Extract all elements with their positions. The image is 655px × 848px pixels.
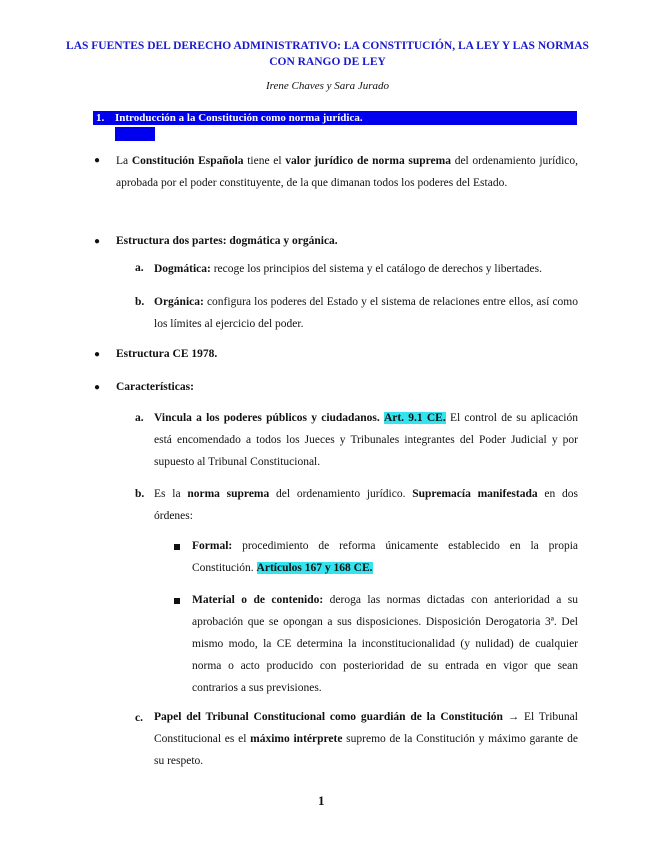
list-label: c. — [135, 712, 143, 724]
list-label: a. — [135, 412, 144, 424]
authors-line: Irene Chaves y Sara Jurado — [265, 80, 389, 92]
text: → El Tribunal Constitucional es el — [154, 711, 578, 745]
bold-text: Estructura CE 1978. — [116, 348, 218, 360]
bold-text: Estructura dos partes: dogmática y orgánica. — [116, 235, 338, 247]
paragraph-estructura — [116, 230, 578, 252]
text: procedimiento de reforma únicamente establecido en la propia Constitución. — [192, 540, 578, 574]
paragraph-formal — [192, 535, 578, 579]
paragraph-tribunal — [154, 706, 578, 772]
highlighted-reference: Art. 9.1 CE. — [383, 412, 446, 424]
text: recoge los principios del sistema y el catálogo de derechos y libertades. — [210, 263, 542, 275]
bullet-icon: ● — [94, 349, 101, 360]
bold-text: norma suprema — [187, 488, 270, 500]
page-number: 1 — [318, 793, 325, 808]
highlighted-reference: Artículos 167 y 168 CE. — [256, 562, 373, 574]
paragraph-caracteristicas — [116, 376, 578, 398]
paragraph-norma-suprema — [154, 483, 578, 527]
bold-text: Material o de contenido: — [192, 594, 324, 606]
bold-text: Formal: — [192, 540, 233, 552]
bold-text: Dogmática: — [154, 263, 211, 275]
bold-text: valor jurídico de norma suprema — [285, 155, 451, 167]
text: supremo de la Constitución y máximo garante de su respeto. — [154, 733, 578, 767]
section-heading — [93, 111, 577, 125]
paragraph-material — [192, 589, 578, 699]
list-label: a. — [135, 262, 144, 274]
bold-text: Supremacía manifestada — [412, 488, 538, 500]
text: del ordenamiento jurídico. — [269, 488, 413, 500]
bold-text: Características: — [116, 381, 194, 393]
bullet-icon: ● — [94, 155, 101, 166]
bold-text: Orgánica: — [154, 296, 204, 308]
square-bullet-icon — [174, 598, 180, 604]
bold-text: Constitución Española — [131, 155, 244, 167]
text: La — [116, 155, 132, 167]
paragraph-vincula — [154, 407, 578, 473]
text: deroga las normas dictadas con anterioridad a su aprobación que se opongan a sus disposiciones. Disposición Derogatoria 3ª. Del mismo modo, la CE determina la inconstitucionalidad (y nulidad) de cualquier norma o acto producido con posterioridad de su entrada en vigor que sean contrarios a sus previsiones. — [192, 594, 578, 694]
text: El control de su aplicación está encomendado a todos los Jueces y Tribunales integrantes del Poder Judicial y por supuesto al Tribunal Constitucional. — [154, 412, 578, 468]
square-bullet-icon — [174, 544, 180, 550]
list-label: b. — [135, 296, 145, 308]
document-title: LAS FUENTES DEL DERECHO ADMINISTRATIVO: LA CONSTITUCIÓN, LA LEY Y LAS NORMAS CON RANGO DE LEY — [66, 40, 589, 68]
paragraph-dogmatica — [154, 258, 578, 280]
text: Es la — [154, 488, 188, 500]
paragraph-constitucion — [116, 150, 578, 194]
list-label: b. — [135, 488, 145, 500]
text: tiene el — [243, 155, 286, 167]
paragraph-estructura-ce — [116, 343, 578, 365]
bold-text: Papel del Tribunal Constitucional como guardián de la Constitución — [154, 711, 503, 723]
section-number: 1. — [96, 112, 105, 124]
section-highlight-block — [115, 127, 155, 141]
paragraph-organica — [154, 291, 578, 335]
text: configura los poderes del Estado y el sistema de relaciones entre ellos, así como los límites al ejercicio del poder. — [154, 296, 578, 330]
bullet-icon: ● — [94, 382, 101, 393]
text: en dos órdenes: — [154, 488, 578, 522]
section-title: Introducción a la Constitución como norma jurídica. — [115, 112, 363, 124]
bullet-icon: ● — [94, 236, 101, 247]
bold-text: Vincula a los poderes públicos y ciudadanos. — [154, 412, 380, 424]
text: del ordenamiento jurídico, aprobada por el poder constituyente, de la que dimanan todos los poderes del Estado. — [116, 155, 578, 189]
bold-text: máximo intérprete — [250, 733, 343, 745]
